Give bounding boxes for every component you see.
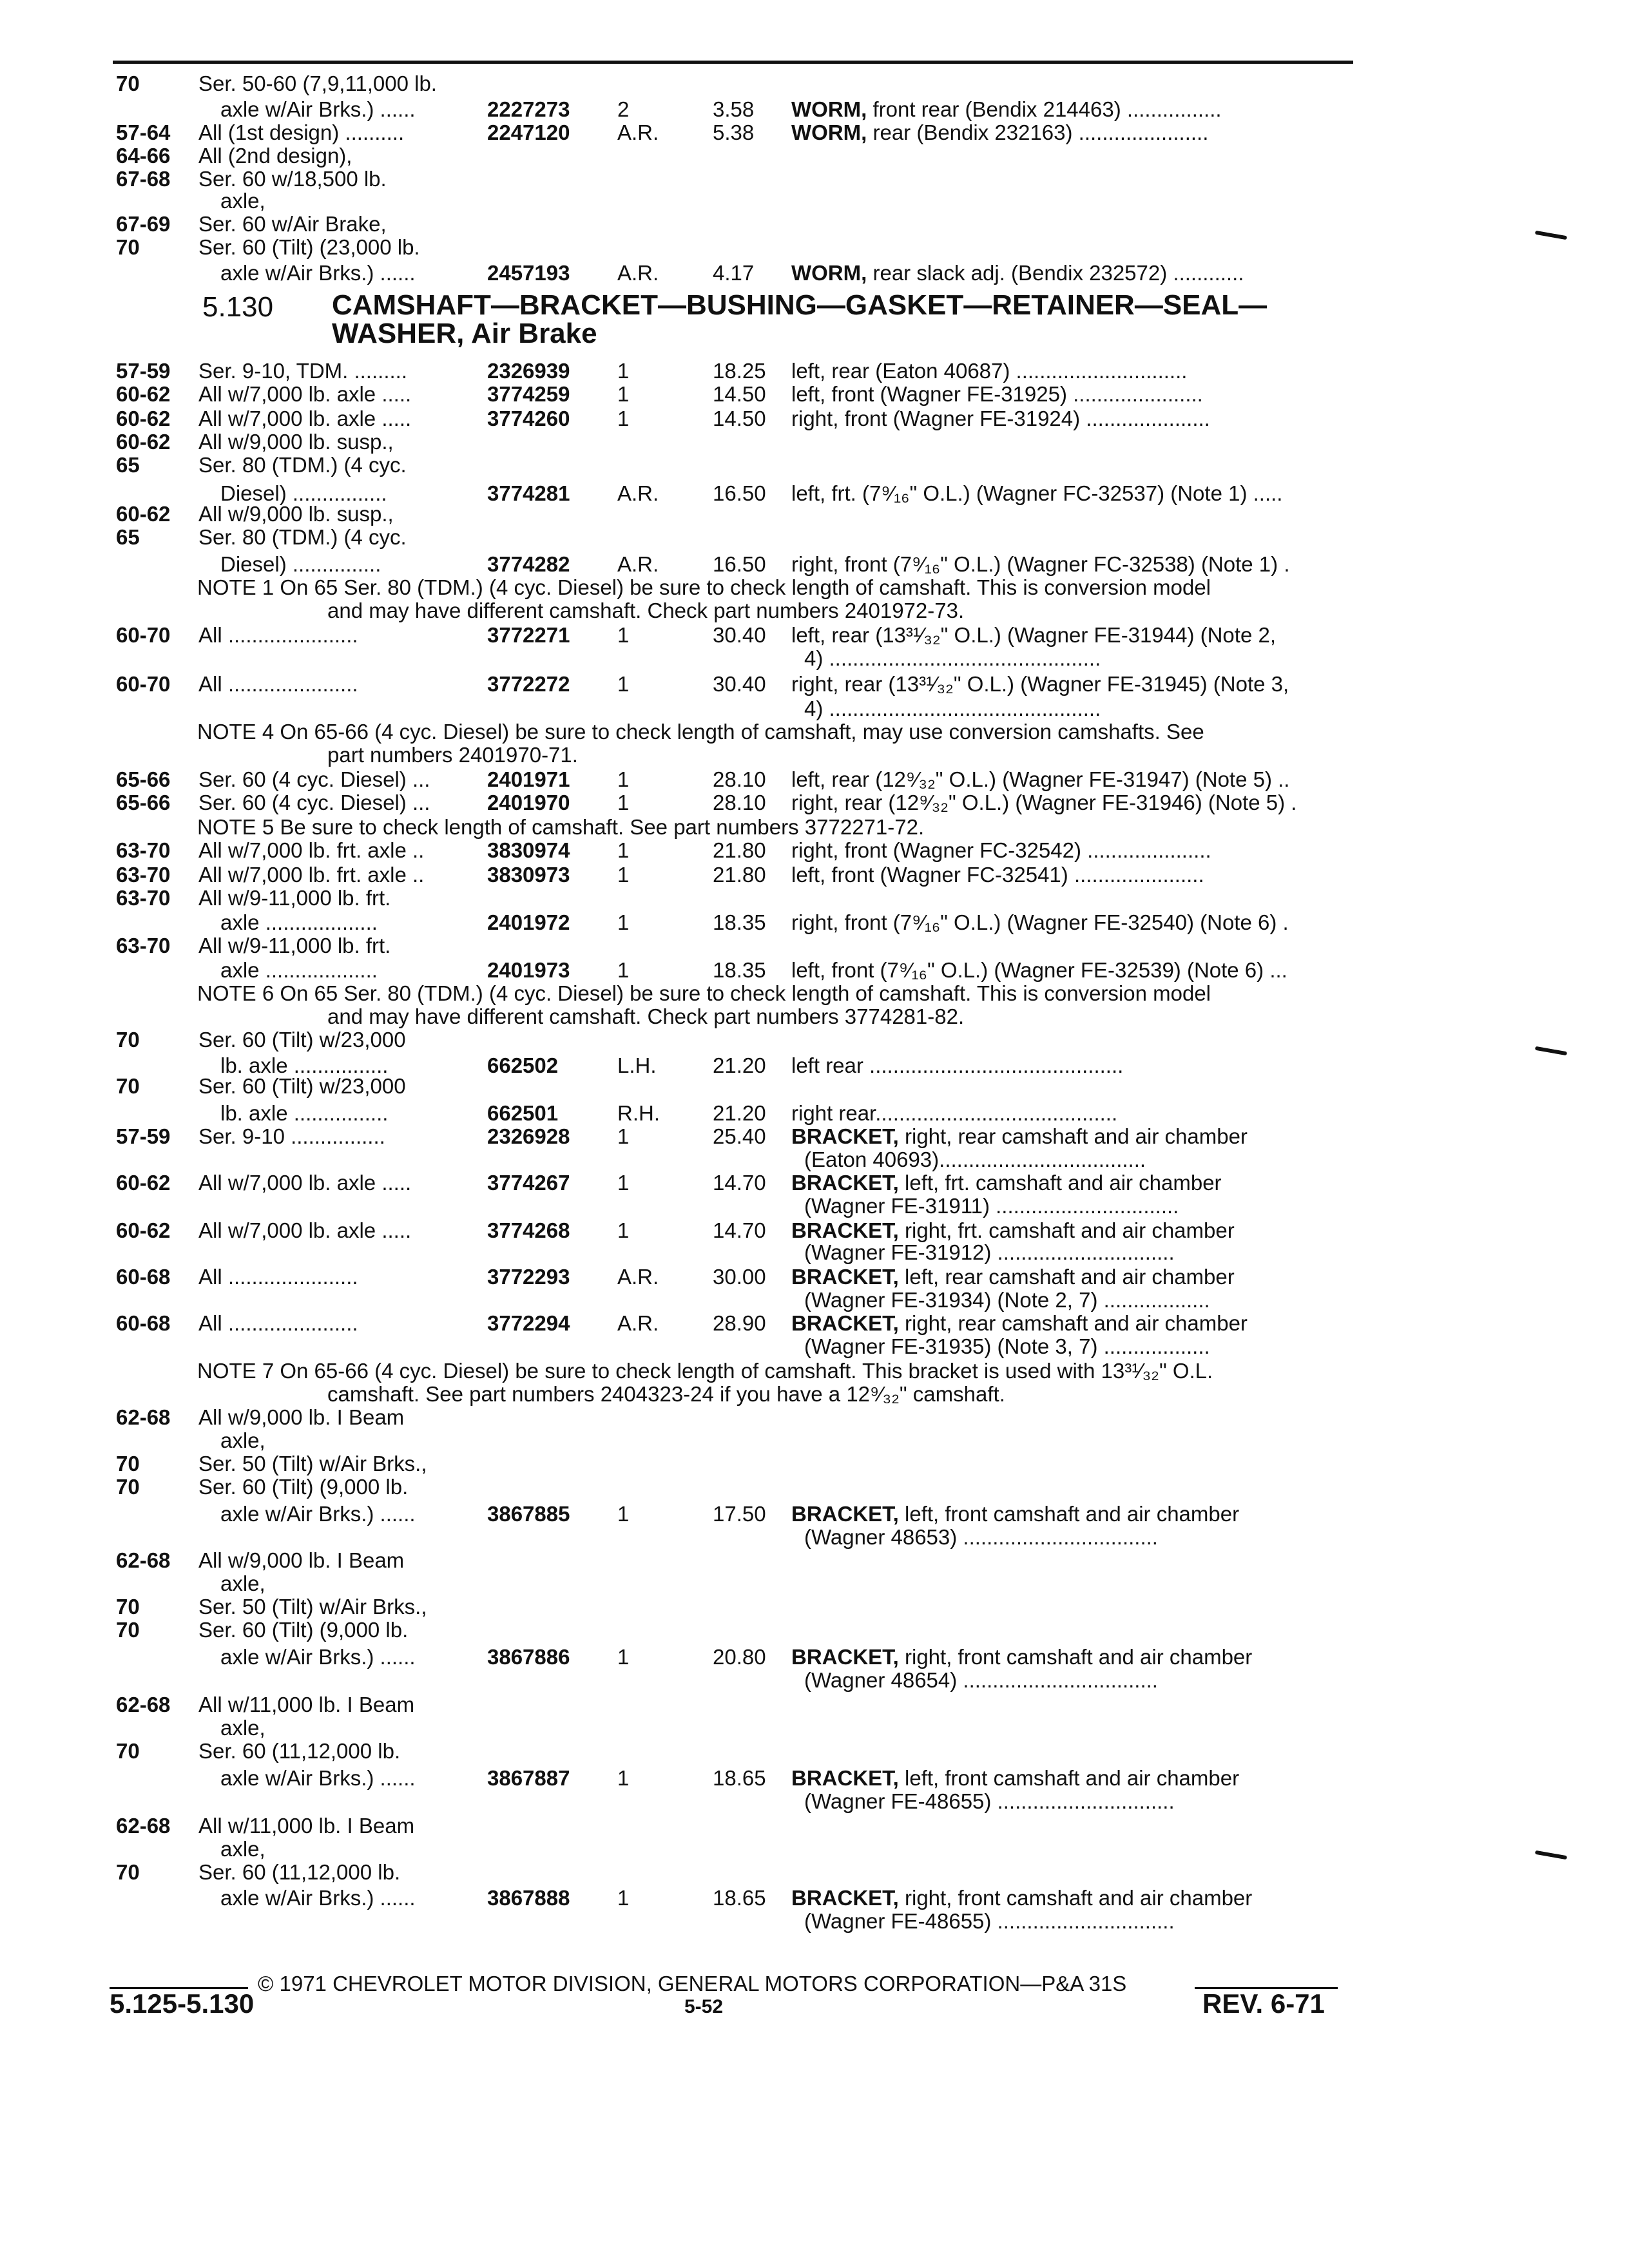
model-description: axle w/Air Brks.) ...... xyxy=(220,1886,416,1910)
model-years: 62-68 xyxy=(116,1405,171,1429)
model-years: 57-64 xyxy=(116,120,171,144)
quantity: 1 xyxy=(617,767,630,791)
note-text: camshaft. See part numbers 2404323-24 if you have a 12⁹⁄₃₂" camshaft. xyxy=(327,1382,1005,1406)
model-years: 60-70 xyxy=(116,672,171,696)
model-description: Ser. 60 (4 cyc. Diesel) ... xyxy=(198,791,430,814)
model-description: Diesel) ............... xyxy=(220,552,381,576)
part-name: BRACKET, xyxy=(791,1171,899,1195)
part-detail: (Wagner 48653) ................................. xyxy=(804,1525,1158,1549)
part-detail: 4) .............................................. xyxy=(804,697,1101,720)
model-years: 64-66 xyxy=(116,144,171,168)
parts-row xyxy=(0,451,1629,479)
model-years: 65-66 xyxy=(116,791,171,814)
parts-row xyxy=(0,1858,1629,1887)
part-detail: left, front (7⁹⁄₁₆" O.L.) (Wagner FE-32539) (Note 6) ... xyxy=(791,958,1287,982)
model-description: Ser. 80 (TDM.) (4 cyc. xyxy=(198,453,407,477)
quantity: A.R. xyxy=(617,552,659,576)
model-description: axle ................... xyxy=(220,910,378,934)
part-detail: left, front (Wagner FE-31925) ...................... xyxy=(791,382,1203,406)
part-detail: (Wagner 48654) ................................. xyxy=(804,1668,1158,1692)
part-detail: front rear (Bendix 214463) ................ xyxy=(867,97,1222,121)
part-detail: (Wagner FE-31912) .............................. xyxy=(804,1240,1175,1264)
copyright-notice: © 1971 CHEVROLET MOTOR DIVISION, GENERAL MOTORS CORPORATION—P&A 31S xyxy=(258,1972,1127,1995)
part-number: 2401972 xyxy=(487,910,570,934)
note-text: NOTE 4 On 65-66 (4 cyc. Diesel) be sure to check length of camshaft, may use conversion camshafts. See xyxy=(197,720,1204,744)
revision-label: REV. 6-71 xyxy=(1202,1988,1325,2019)
part-number: 662501 xyxy=(487,1101,559,1125)
model-description: lb. axle ................ xyxy=(220,1053,389,1077)
model-years: 57-59 xyxy=(116,359,171,383)
note-text: NOTE 5 Be sure to check length of camshaft. See part numbers 3772271-72. xyxy=(197,815,925,839)
price: 18.35 xyxy=(713,958,766,982)
model-description: All (1st design) .......... xyxy=(198,120,405,144)
quantity: 1 xyxy=(617,1886,630,1910)
model-years: 70 xyxy=(116,1452,140,1475)
part-number: 3772294 xyxy=(487,1311,570,1335)
part-detail: right, front (Wagner FC-32542) ..................... xyxy=(791,838,1211,862)
part-description xyxy=(804,644,1101,673)
section-number: 5.130 xyxy=(202,291,274,323)
quantity: A.R. xyxy=(617,261,659,285)
quantity: 1 xyxy=(617,1124,630,1148)
part-name: WORM, xyxy=(791,261,867,285)
section-title-line-2: WASHER, Air Brake xyxy=(332,318,597,349)
part-detail: right rear......................................... xyxy=(791,1101,1118,1125)
quantity: A.R. xyxy=(617,120,659,144)
parts-row xyxy=(0,1072,1629,1100)
model-description: All ...................... xyxy=(198,1265,358,1289)
parts-row xyxy=(0,1616,1629,1644)
quantity: 1 xyxy=(617,958,630,982)
model-years: 70 xyxy=(116,1028,140,1052)
quantity: 1 xyxy=(617,1218,630,1242)
quantity: 1 xyxy=(617,382,630,406)
price: 30.40 xyxy=(713,672,766,696)
price: 16.50 xyxy=(713,552,766,576)
part-name: WORM, xyxy=(791,97,867,121)
model-description: Ser. 60 (11,12,000 lb. xyxy=(198,1860,401,1884)
model-description: Ser. 60 (4 cyc. Diesel) ... xyxy=(198,767,430,791)
part-number: 3830974 xyxy=(487,838,570,862)
quantity: A.R. xyxy=(617,1311,659,1335)
part-number: 3830973 xyxy=(487,863,570,887)
note-text: and may have different camshaft. Check part numbers 3774281-82. xyxy=(327,1004,965,1028)
part-detail: left, front camshaft and air chamber xyxy=(898,1766,1240,1790)
model-description: Ser. 60 (Tilt) w/23,000 xyxy=(198,1028,406,1052)
model-years: 60-62 xyxy=(116,407,171,430)
model-years: 65 xyxy=(116,525,140,549)
price: 4.17 xyxy=(713,261,755,285)
part-detail: right, rear (12⁹⁄₃₂" O.L.) (Wagner FE-31946) (Note 5) . xyxy=(791,791,1297,814)
quantity: 2 xyxy=(617,97,630,121)
model-years: 67-68 xyxy=(116,167,171,191)
quantity: A.R. xyxy=(617,1265,659,1289)
part-number: 2401970 xyxy=(487,791,570,814)
part-description xyxy=(791,259,1244,287)
model-description: All w/7,000 lb. axle ..... xyxy=(198,1218,412,1242)
model-description: Ser. 50 (Tilt) w/Air Brks., xyxy=(198,1595,427,1619)
price: 30.00 xyxy=(713,1265,766,1289)
model-years: 70 xyxy=(116,72,140,95)
part-detail: (Wagner FE-31911) ............................... xyxy=(804,1194,1179,1218)
part-name: WORM, xyxy=(791,120,867,144)
note-text: and may have different camshaft. Check part numbers 2401972-73. xyxy=(327,599,965,622)
note-text: part numbers 2401970-71. xyxy=(327,743,578,767)
price: 18.65 xyxy=(713,1886,766,1910)
part-name: BRACKET, xyxy=(791,1766,899,1790)
price: 28.10 xyxy=(713,791,766,814)
part-name: BRACKET, xyxy=(791,1218,899,1242)
part-description xyxy=(804,1907,1175,1936)
model-description: lb. axle ................ xyxy=(220,1101,389,1125)
part-detail: right, rear camshaft and air chamber xyxy=(898,1311,1248,1335)
model-years: 70 xyxy=(116,1739,140,1763)
part-detail: (Wagner FE-48655) .............................. xyxy=(804,1909,1175,1933)
part-number: 2326928 xyxy=(487,1124,570,1148)
model-description: All w/11,000 lb. I Beam xyxy=(198,1693,415,1716)
model-description: axle w/Air Brks.) ...... xyxy=(220,261,416,285)
model-years: 62-68 xyxy=(116,1548,171,1572)
model-years: 60-62 xyxy=(116,1218,171,1242)
part-number: 3772272 xyxy=(487,672,570,696)
part-number: 2401973 xyxy=(487,958,570,982)
quantity: 1 xyxy=(617,359,630,383)
model-description: Ser. 60 w/18,500 lb. xyxy=(198,167,387,191)
model-description: All w/9,000 lb. I Beam xyxy=(198,1548,405,1572)
model-years: 60-62 xyxy=(116,430,171,454)
quantity: 1 xyxy=(617,623,630,647)
model-years: 60-68 xyxy=(116,1265,171,1289)
part-detail: left, frt. camshaft and air chamber xyxy=(898,1171,1222,1195)
price: 21.20 xyxy=(713,1101,766,1125)
price: 21.20 xyxy=(713,1053,766,1077)
price: 30.40 xyxy=(713,623,766,647)
model-description: axle, xyxy=(220,1428,265,1452)
part-detail: rear slack adj. (Bendix 232572) ............ xyxy=(867,261,1244,285)
model-description: axle, xyxy=(220,1837,265,1861)
quantity: 1 xyxy=(617,407,630,430)
parts-row xyxy=(0,1737,1629,1765)
part-detail: (Wagner FE-31934) (Note 2, 7) .................. xyxy=(804,1288,1210,1312)
parts-row xyxy=(0,259,1629,287)
price: 14.50 xyxy=(713,407,766,430)
price: 18.65 xyxy=(713,1766,766,1790)
model-description: All ...................... xyxy=(198,1311,358,1335)
parts-row xyxy=(0,644,1629,673)
part-detail: right, frt. camshaft and air chamber xyxy=(898,1218,1235,1242)
model-years: 65-66 xyxy=(116,767,171,791)
quantity: 1 xyxy=(617,1766,630,1790)
model-description: All w/9,000 lb. susp., xyxy=(198,430,394,454)
model-years: 65 xyxy=(116,453,140,477)
price: 14.70 xyxy=(713,1218,766,1242)
model-years: 60-68 xyxy=(116,1311,171,1335)
part-detail: right, front camshaft and air chamber xyxy=(898,1886,1253,1910)
model-description: Ser. 60 (11,12,000 lb. xyxy=(198,1739,401,1763)
model-years: 67-69 xyxy=(116,212,171,236)
quantity: 1 xyxy=(617,791,630,814)
model-description: Ser. 80 (TDM.) (4 cyc. xyxy=(198,525,407,549)
price: 20.80 xyxy=(713,1645,766,1669)
parts-row xyxy=(0,70,1629,98)
part-number: 3774282 xyxy=(487,552,570,576)
parts-row xyxy=(0,233,1629,262)
quantity: 1 xyxy=(617,1645,630,1669)
section-range: 5.125-5.130 xyxy=(110,1988,255,2019)
part-detail: left, rear (12⁹⁄₃₂" O.L.) (Wagner FE-31947) (Note 5) .. xyxy=(791,767,1290,791)
price: 5.38 xyxy=(713,120,755,144)
part-detail: right, front (7⁹⁄₁₆" O.L.) (Wagner FC-32538) (Note 1) . xyxy=(791,552,1290,576)
price: 28.10 xyxy=(713,767,766,791)
model-years: 60-62 xyxy=(116,382,171,406)
quantity: 1 xyxy=(617,838,630,862)
part-detail: rear (Bendix 232163) ...................... xyxy=(867,120,1209,144)
part-number: 2227273 xyxy=(487,97,570,121)
model-description: All w/9,000 lb. susp., xyxy=(198,502,394,526)
model-description: All ...................... xyxy=(198,623,358,647)
model-description: axle w/Air Brks.) ...... xyxy=(220,97,416,121)
part-number: 3774268 xyxy=(487,1218,570,1242)
model-years: 70 xyxy=(116,235,140,259)
quantity: 1 xyxy=(617,910,630,934)
part-detail: left, rear camshaft and air chamber xyxy=(898,1265,1235,1289)
part-detail: left, rear (13³¹⁄₃₂" O.L.) (Wagner FE-31944) (Note 2, xyxy=(791,623,1276,647)
price: 21.80 xyxy=(713,863,766,887)
model-years: 63-70 xyxy=(116,886,171,910)
model-description: Ser. 9-10, TDM. ......... xyxy=(198,359,407,383)
section-title-line-1: CAMSHAFT—BRACKET—BUSHING—GASKET—RETAINER—SEAL— xyxy=(332,289,1268,321)
model-years: 57-59 xyxy=(116,1124,171,1148)
part-detail: right, front camshaft and air chamber xyxy=(898,1645,1253,1669)
part-detail: right, rear camshaft and air chamber xyxy=(898,1124,1248,1148)
price: 18.25 xyxy=(713,359,766,383)
price: 3.58 xyxy=(713,97,755,121)
part-number: 3772293 xyxy=(487,1265,570,1289)
price: 25.40 xyxy=(713,1124,766,1148)
part-detail: left, front (Wagner FC-32541) ...................... xyxy=(791,863,1204,887)
model-years: 70 xyxy=(116,1860,140,1884)
model-description: All w/7,000 lb. axle ..... xyxy=(198,1171,412,1195)
parts-row xyxy=(0,1907,1629,1936)
part-name: BRACKET, xyxy=(791,1502,899,1526)
part-detail: right, front (Wagner FE-31924) ..................... xyxy=(791,407,1210,430)
part-detail: left rear ........................................... xyxy=(791,1053,1124,1077)
part-number: 3772271 xyxy=(487,623,570,647)
part-detail: left, front camshaft and air chamber xyxy=(898,1502,1240,1526)
model-description: Ser. 60 (Tilt) w/23,000 xyxy=(198,1074,406,1098)
part-number: 2247120 xyxy=(487,120,570,144)
model-description: axle, xyxy=(220,1716,265,1740)
quantity: 1 xyxy=(617,863,630,887)
model-years: 63-70 xyxy=(116,934,171,957)
part-detail: 4) .............................................. xyxy=(804,646,1101,670)
part-detail: (Eaton 40693)................................... xyxy=(804,1148,1146,1171)
model-description: All w/7,000 lb. axle ..... xyxy=(198,407,412,430)
parts-row xyxy=(0,1473,1629,1501)
price: 28.90 xyxy=(713,1311,766,1335)
part-number: 3867886 xyxy=(487,1645,570,1669)
quantity: 1 xyxy=(617,1171,630,1195)
model-description: Ser. 60 w/Air Brake, xyxy=(198,212,387,236)
model-years: 60-62 xyxy=(116,502,171,526)
model-description: Ser. 50 (Tilt) w/Air Brks., xyxy=(198,1452,427,1475)
price: 18.35 xyxy=(713,910,766,934)
price: 16.50 xyxy=(713,481,766,505)
part-detail: right, front (7⁹⁄₁₆" O.L.) (Wagner FE-32540) (Note 6) . xyxy=(791,910,1289,934)
model-years: 60-70 xyxy=(116,623,171,647)
model-description: axle w/Air Brks.) ...... xyxy=(220,1502,416,1526)
model-description: All ...................... xyxy=(198,672,358,696)
model-description: Ser. 50-60 (7,9,11,000 lb. xyxy=(198,72,437,95)
model-description: axle, xyxy=(220,189,265,213)
note-text: NOTE 1 On 65 Ser. 80 (TDM.) (4 cyc. Diesel) be sure to check length of camshaft. This is conversion model xyxy=(197,575,1211,599)
quantity: L.H. xyxy=(617,1053,657,1077)
part-detail: right, rear (13³¹⁄₃₂" O.L.) (Wagner FE-31945) (Note 3, xyxy=(791,672,1289,696)
model-years: 70 xyxy=(116,1618,140,1642)
part-detail: left, rear (Eaton 40687) ............................. xyxy=(791,359,1188,383)
note-text: NOTE 6 On 65 Ser. 80 (TDM.) (4 cyc. Diesel) be sure to check length of camshaft. This is conversion model xyxy=(197,981,1211,1005)
quantity: 1 xyxy=(617,672,630,696)
model-description: All w/7,000 lb. frt. axle .. xyxy=(198,863,425,887)
part-number: 2401971 xyxy=(487,767,570,791)
part-number: 3774281 xyxy=(487,481,570,505)
model-years: 70 xyxy=(116,1595,140,1619)
model-description: All w/9-11,000 lb. frt. xyxy=(198,886,391,910)
parts-row xyxy=(0,1026,1629,1054)
model-description: All (2nd design), xyxy=(198,144,352,168)
model-description: axle, xyxy=(220,1571,265,1595)
price: 17.50 xyxy=(713,1502,766,1526)
model-years: 60-62 xyxy=(116,1171,171,1195)
model-description: All w/9-11,000 lb. frt. xyxy=(198,934,391,957)
part-number: 2326939 xyxy=(487,359,570,383)
part-detail: (Wagner FE-31935) (Note 3, 7) .................. xyxy=(804,1334,1210,1358)
part-detail: left, frt. (7⁹⁄₁₆" O.L.) (Wagner FC-32537) (Note 1) ..... xyxy=(791,481,1283,505)
model-years: 63-70 xyxy=(116,863,171,887)
model-description: Ser. 60 (Tilt) (9,000 lb. xyxy=(198,1475,409,1499)
price: 14.50 xyxy=(713,382,766,406)
part-number: 3867888 xyxy=(487,1886,570,1910)
model-description: All w/9,000 lb. I Beam xyxy=(198,1405,405,1429)
part-name: BRACKET, xyxy=(791,1265,899,1289)
part-name: BRACKET, xyxy=(791,1124,899,1148)
model-years: 63-70 xyxy=(116,838,171,862)
part-name: BRACKET, xyxy=(791,1311,899,1335)
model-description: axle ................... xyxy=(220,958,378,982)
model-description: axle w/Air Brks.) ...... xyxy=(220,1766,416,1790)
part-number: 3867885 xyxy=(487,1502,570,1526)
price: 14.70 xyxy=(713,1171,766,1195)
part-detail: (Wagner FE-48655) .............................. xyxy=(804,1789,1175,1813)
note-text: NOTE 7 On 65-66 (4 cyc. Diesel) be sure to check length of camshaft. This bracket is used with 13³¹⁄₃₂" O.L. xyxy=(197,1359,1213,1383)
part-name: BRACKET, xyxy=(791,1886,899,1910)
part-number: 3867887 xyxy=(487,1766,570,1790)
part-number: 2457193 xyxy=(487,261,570,285)
model-years: 62-68 xyxy=(116,1693,171,1716)
quantity: A.R. xyxy=(617,481,659,505)
model-description: Ser. 9-10 ................ xyxy=(198,1124,385,1148)
model-years: 62-68 xyxy=(116,1814,171,1838)
model-description: Ser. 60 (Tilt) (9,000 lb. xyxy=(198,1618,409,1642)
model-description: All w/11,000 lb. I Beam xyxy=(198,1814,415,1838)
price: 21.80 xyxy=(713,838,766,862)
part-number: 3774267 xyxy=(487,1171,570,1195)
part-number: 662502 xyxy=(487,1053,559,1077)
model-description: All w/7,000 lb. axle ..... xyxy=(198,382,412,406)
part-name: BRACKET, xyxy=(791,1645,899,1669)
parts-row xyxy=(0,523,1629,552)
model-description: All w/7,000 lb. frt. axle .. xyxy=(198,838,425,862)
model-description: Ser. 60 (Tilt) (23,000 lb. xyxy=(198,235,420,259)
page-number: 5-52 xyxy=(684,1996,724,2017)
model-description: Diesel) ................ xyxy=(220,481,387,505)
model-description: axle w/Air Brks.) ...... xyxy=(220,1645,416,1669)
quantity: R.H. xyxy=(617,1101,660,1125)
model-years: 70 xyxy=(116,1475,140,1499)
model-years: 70 xyxy=(116,1074,140,1098)
part-number: 3774260 xyxy=(487,407,570,430)
quantity: 1 xyxy=(617,1502,630,1526)
part-number: 3774259 xyxy=(487,382,570,406)
